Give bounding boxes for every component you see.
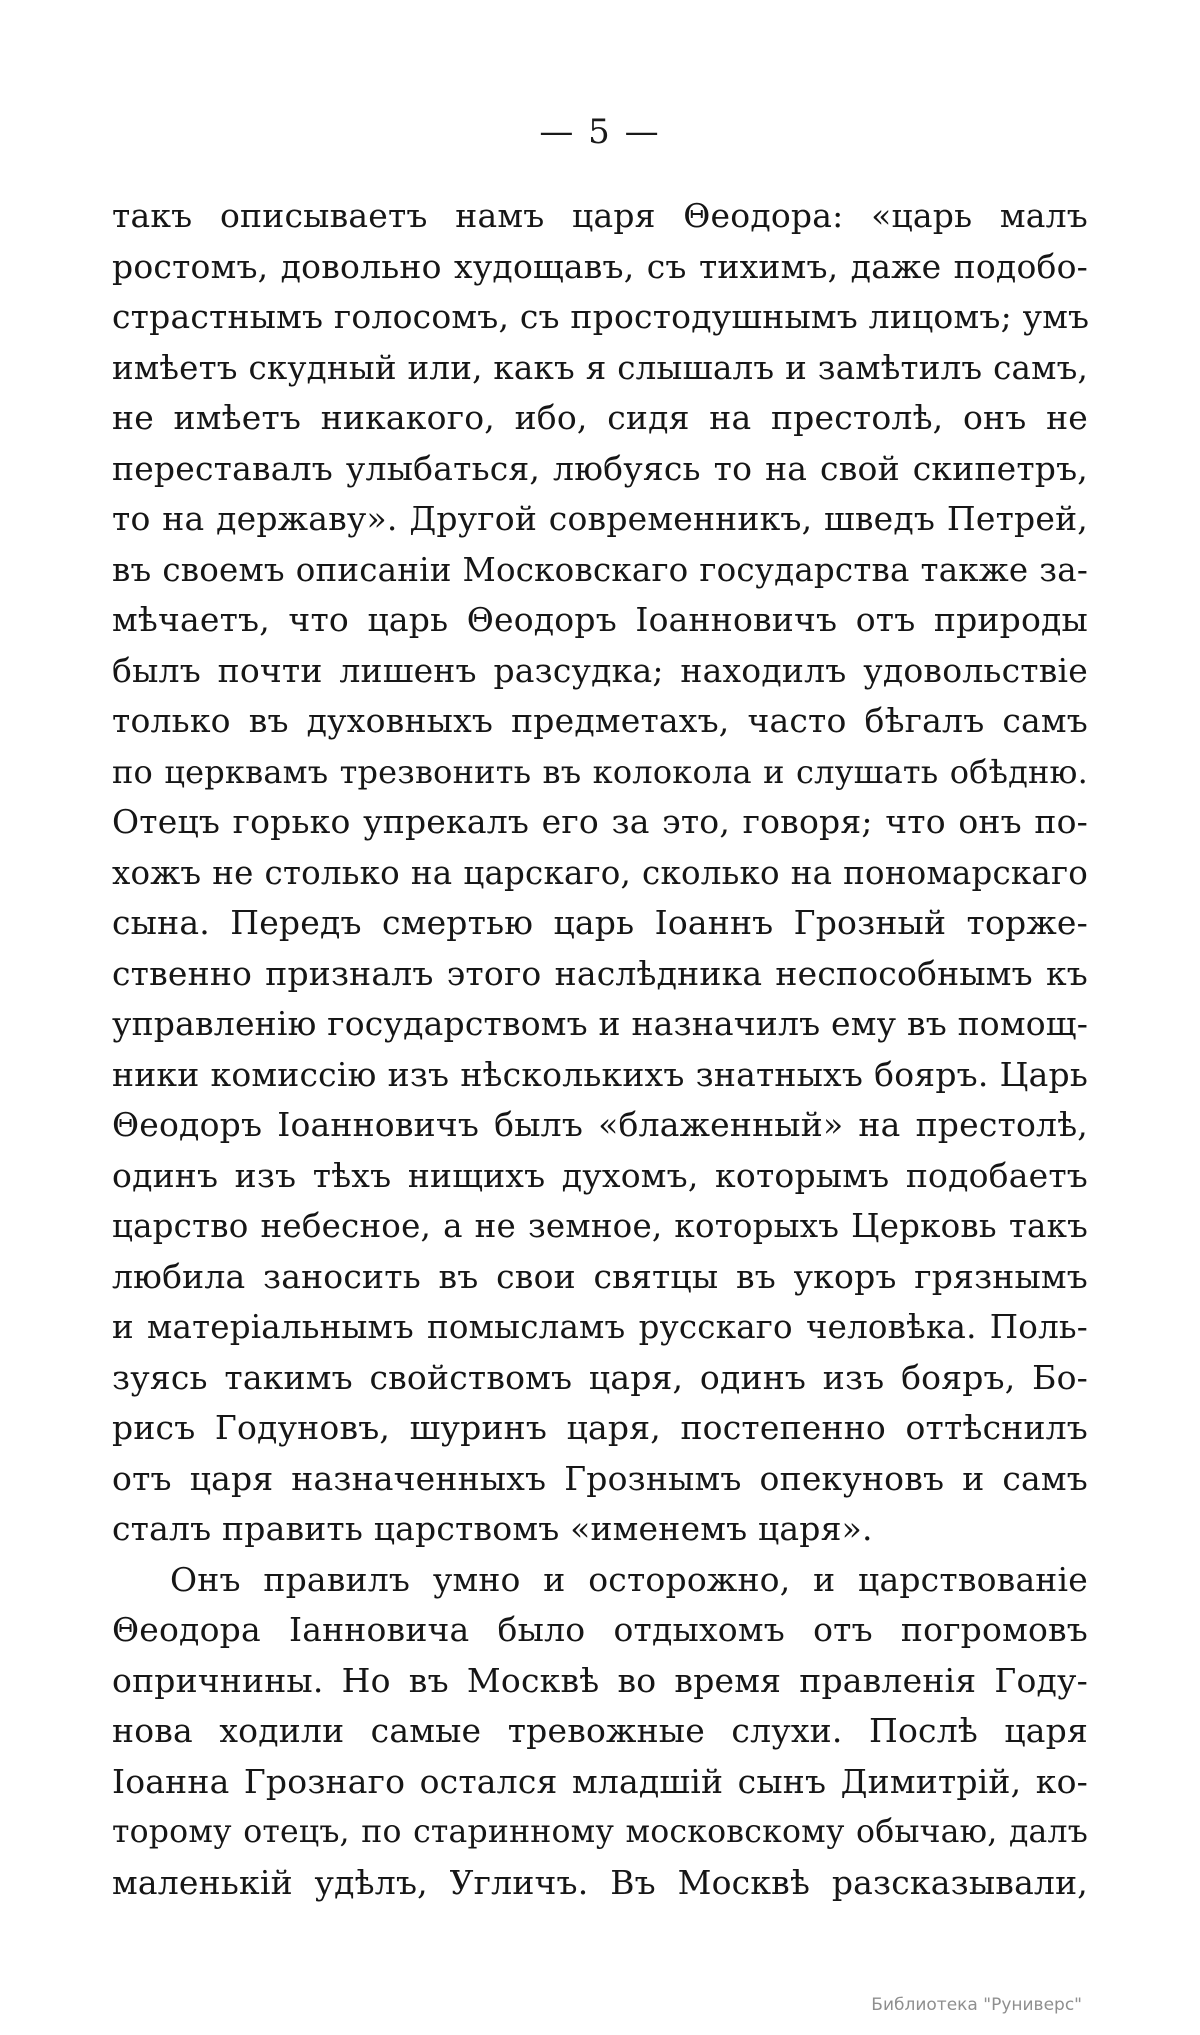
text-line: только въ духовныхъ предметахъ, часто бѣгалъ самъ [112, 701, 1088, 740]
paragraph-1 [112, 191, 1088, 1555]
text-line: Θеодоръ Іоанновичъ былъ «блаженный» на престолѣ, [112, 1105, 1088, 1144]
text-line: Θеодора Іанновича было отдыхомъ отъ погромовъ [112, 1610, 1088, 1649]
text-line: опричнины. Но въ Москвѣ во время правленiя Году- [112, 1660, 1088, 1700]
body-text [112, 191, 1088, 1908]
text-line: Онъ правилъ умно и осторожно, и царствованiе [170, 1559, 1088, 1599]
text-line: маленькiй удѣлъ, Угличъ. Въ Москвѣ разсказывали, [112, 1862, 1088, 1902]
text-line: ники комиссiю изъ нѣсколькихъ знатныхъ бояръ. Царь [112, 1054, 1088, 1094]
text-line: то на державу». Другой современникъ, шведъ Петрей, [112, 499, 1088, 538]
text-line: мѣчаетъ, что царь Θеодоръ Іоанновичъ отъ природы [112, 600, 1088, 639]
paragraph-2 [112, 1555, 1088, 1909]
page-number: — 5 — [539, 112, 661, 152]
text-line: рисъ Годуновъ, шуринъ царя, постепенно оттѣснилъ [112, 1408, 1088, 1447]
text-line: одинъ изъ тѣхъ нищихъ духомъ, которымъ подобаетъ [112, 1155, 1088, 1195]
text-line: ростомъ, довольно худощавъ, съ тихимъ, даже подобо- [112, 246, 1088, 286]
text-line: страстнымъ голосомъ, съ простодушнымъ лицомъ; умъ [112, 297, 1090, 336]
text-line: не имѣетъ никакого, ибо, сидя на престолѣ, онъ не [112, 398, 1088, 437]
text-line: сына. Передъ смертью царь Іоаннъ Грозный торже- [112, 903, 1088, 942]
text-line: любила заносить въ свои святцы въ укоръ грязнымъ [112, 1256, 1088, 1296]
text-line: имѣетъ скудный или, какъ я слышалъ и замѣтилъ самъ, [112, 348, 1088, 387]
text-line: такъ описываетъ намъ царя Θеодора: «царь малъ [112, 196, 1088, 235]
text-line: зуясь такимъ свойствомъ царя, одинъ изъ бояръ, Бо- [112, 1357, 1088, 1397]
library-watermark: Библиотека "Руниверс" [871, 1995, 1082, 2015]
text-line: и матерiальнымъ помысламъ русскаго человѣка. Поль- [112, 1308, 1088, 1346]
text-line: былъ почти лишенъ разсудка; находилъ удовольствiе [112, 650, 1088, 690]
text-line: въ своемъ описанiи Московскаго государства также за- [112, 550, 1088, 589]
text-line: управленiю государствомъ и назначилъ ему въ помощ- [112, 1004, 1089, 1043]
text-line: хожъ не столько на царскаго, сколько на пономарскаго [112, 853, 1088, 892]
text-line: по церквамъ трезвонить въ колокола и слушать обѣдню. [112, 752, 1088, 791]
text-line: царство небесное, а не земное, которыхъ Церковь такъ [112, 1207, 1088, 1245]
text-line: сталъ править царствомъ «именемъ царя». [112, 1509, 873, 1548]
text-line: нова ходили самые тревожные слухи. Послѣ царя [112, 1711, 1088, 1750]
text-line: переставалъ улыбаться, любуясь то на свой скипетръ, [112, 448, 1088, 488]
text-line: торому отецъ, по старинному московскому обычаю, далъ [112, 1814, 1088, 1850]
text-line: Отецъ горько упрекалъ его за это, говоря; что онъ по- [112, 802, 1088, 841]
text-line: отъ царя назначенныхъ Грознымъ опекуновъ и самъ [112, 1458, 1088, 1498]
text-line: Іоанна Грознаго остался младшiй сынъ Димитрiй, ко- [112, 1761, 1088, 1801]
text-line: ственно призналъ этого наслѣдника неспособнымъ къ [112, 953, 1088, 993]
